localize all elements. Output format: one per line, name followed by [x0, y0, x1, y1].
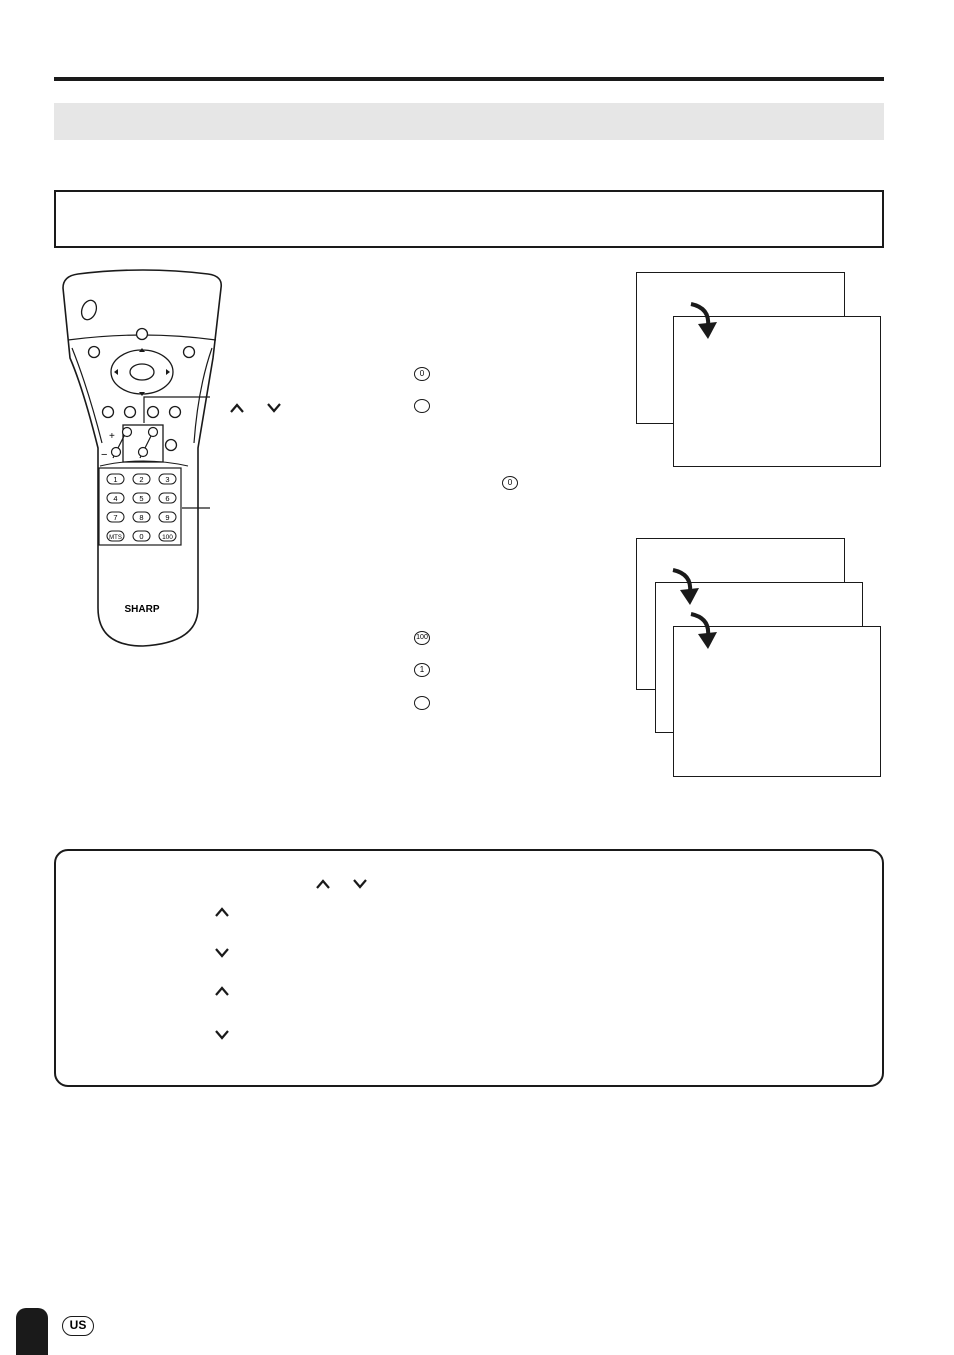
volume-plus-label: + — [109, 431, 115, 442]
chevron-up-icon — [214, 906, 230, 918]
header-rule — [54, 77, 884, 81]
tip-box — [54, 849, 884, 1087]
keypad-5: 5 — [139, 494, 144, 503]
keypad-4: 4 — [113, 494, 118, 503]
note-box — [54, 190, 884, 248]
key-blank-icon — [414, 696, 430, 710]
key-100-icon: 100 — [414, 631, 430, 645]
section-title-band — [54, 103, 884, 140]
keypad-6: 6 — [165, 494, 170, 503]
keypad-0: 0 — [139, 532, 144, 541]
chevron-down-icon — [266, 402, 282, 414]
keypad-7: 7 — [113, 513, 118, 522]
curved-arrow-icon — [688, 610, 722, 652]
keypad-8: 8 — [139, 513, 144, 522]
chevron-up-icon — [315, 878, 331, 890]
page-tab — [16, 1308, 48, 1355]
chevron-up-icon — [229, 402, 245, 414]
keypad-9: 9 — [165, 513, 170, 522]
remote-brand-logo: SHARP — [124, 604, 160, 615]
chevron-down-icon — [214, 1029, 230, 1041]
chevron-down-icon — [214, 947, 230, 959]
keypad-3: 3 — [165, 475, 170, 484]
region-badge: US — [62, 1316, 94, 1336]
key-1-icon: 1 — [414, 663, 430, 677]
keypad-mts: MTS — [109, 535, 122, 541]
keypad-2: 2 — [139, 475, 144, 484]
chevron-down-icon — [352, 878, 368, 890]
keypad-1: 1 — [113, 475, 118, 484]
key-0-icon: 0 — [502, 476, 518, 490]
curved-arrow-icon — [688, 300, 722, 342]
volume-minus-label: − — [101, 449, 108, 461]
callout-lines — [140, 390, 215, 515]
key-0-icon: 0 — [414, 367, 430, 381]
keypad-100: 100 — [162, 534, 173, 541]
key-blank-icon — [414, 399, 430, 413]
curved-arrow-icon — [670, 566, 704, 608]
chevron-up-icon — [214, 985, 230, 997]
